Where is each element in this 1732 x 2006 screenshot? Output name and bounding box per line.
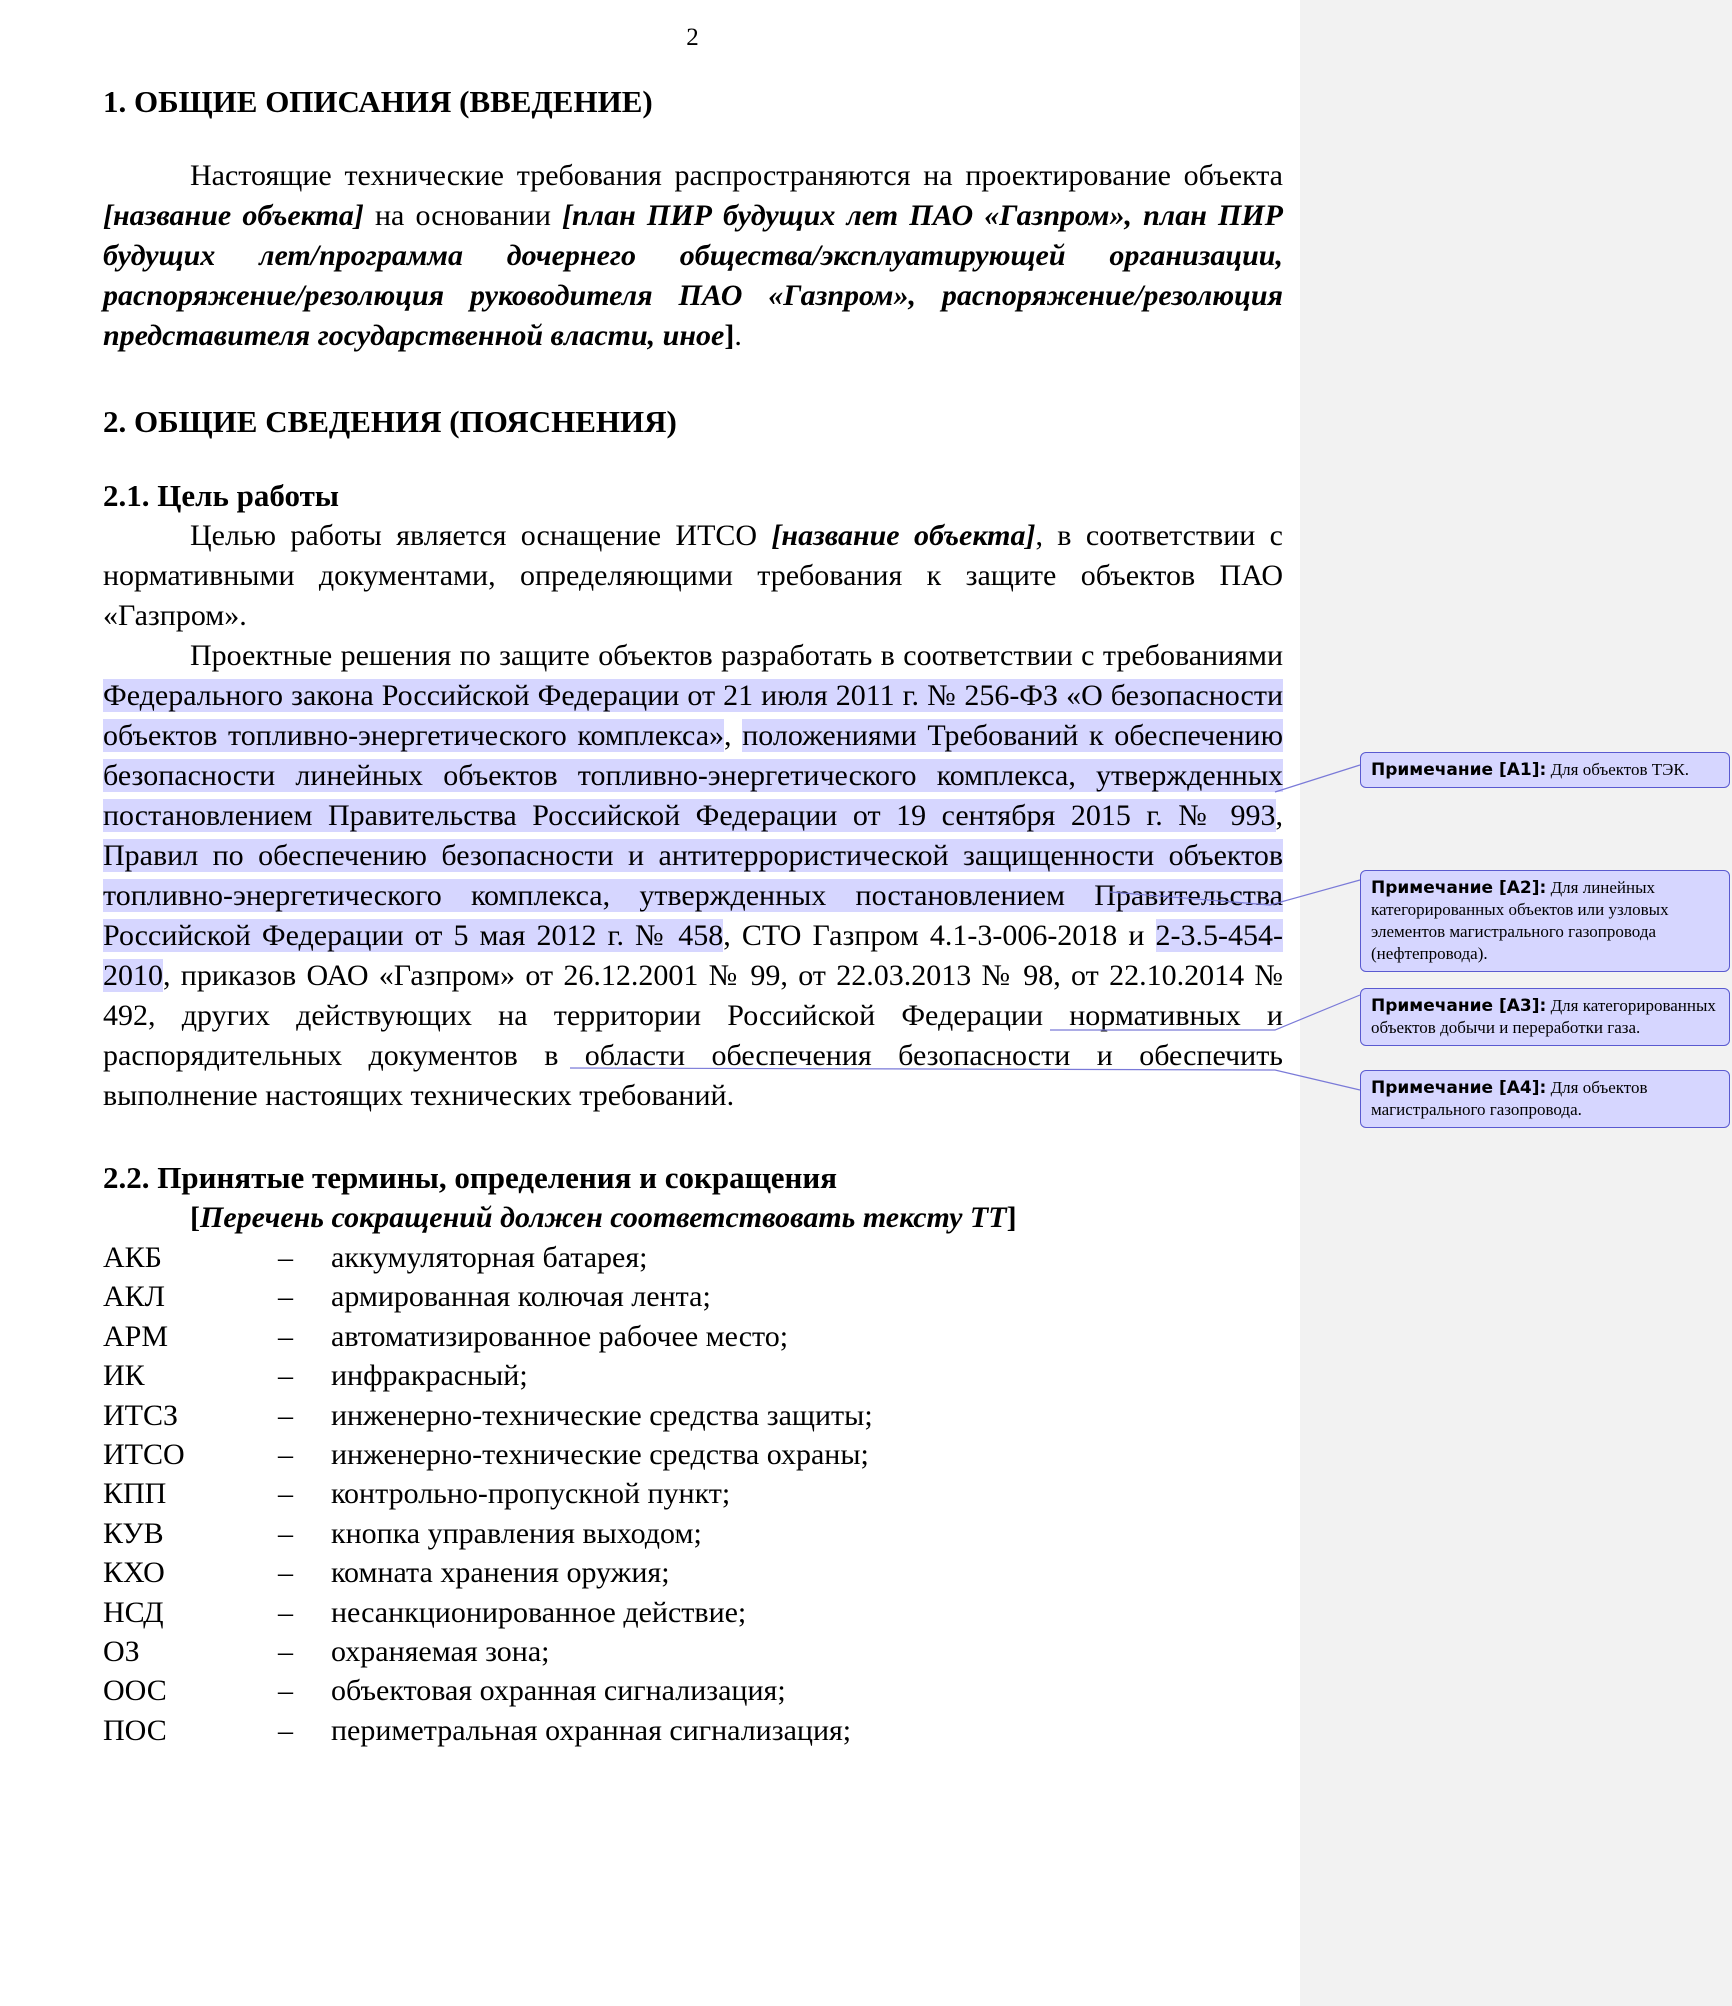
abbreviation-dash: – xyxy=(278,1556,293,1590)
comment-a4[interactable]: Примечание [A4]: Для объектов магистрального газопровода. xyxy=(1360,1070,1730,1128)
placeholder-basis: [план ПИР будущих лет ПАО «Газпром», план ПИР будущих лет/программа дочернего общества/эксплуатирующей организации, распоряжение/резолюция руководителя ПАО «Газпром», распоряжение/резолюция представителя государственной власти, иное xyxy=(103,199,1283,352)
abbreviation-row xyxy=(103,1356,1283,1395)
abbreviation-definition: аккумуляторная батарея; xyxy=(331,1241,648,1274)
abbreviation-row xyxy=(103,1671,1283,1710)
comment-a3[interactable]: Примечание [A3]: Для категорированных объектов добычи и переработки газа. xyxy=(1360,988,1730,1046)
abbreviation-row xyxy=(103,1317,1283,1356)
abbreviation-definition: автоматизированное рабочее место; xyxy=(331,1319,789,1353)
abbreviation-dash: – xyxy=(278,1437,293,1471)
section-1-heading: 1. ОБЩИЕ ОПИСАНИЯ (ВВЕДЕНИЕ) xyxy=(103,84,653,119)
section-2-1-paragraph-1: Целью работы является оснащение ИТСО [название объекта], в соответствии с нормативными документами, определяющими требования к защите объектов ПАО «Газпром». xyxy=(103,519,1283,632)
abbreviation-row xyxy=(103,1632,1283,1671)
abbreviation-code: АРМ xyxy=(103,1319,169,1353)
section-2-2-heading: 2.2. Принятые термины, определения и сокращения xyxy=(103,1160,838,1195)
abbreviation-row xyxy=(103,1435,1283,1474)
abbreviation-row xyxy=(103,1514,1283,1553)
abbreviation-code: КПП xyxy=(103,1477,167,1511)
placeholder-object-name-2: [название объекта] xyxy=(771,519,1036,552)
abbreviation-code: ПОС xyxy=(103,1713,167,1747)
abbreviation-dash: – xyxy=(278,1398,293,1432)
page-number: 2 xyxy=(686,24,699,51)
abbreviation-code: ИК xyxy=(103,1359,145,1393)
abbreviation-row xyxy=(103,1238,1283,1277)
abbreviation-dash: – xyxy=(278,1674,293,1708)
abbreviations-note: [Перечень сокращений должен соответствовать тексту ТТ] xyxy=(190,1201,1017,1234)
abbreviation-dash: – xyxy=(278,1280,293,1314)
abbreviation-definition: периметральная охранная сигнализация; xyxy=(331,1713,852,1747)
abbreviation-row xyxy=(103,1593,1283,1632)
section-2-1-heading: 2.1. Цель работы xyxy=(103,478,340,513)
abbreviation-dash: – xyxy=(278,1516,293,1550)
abbreviation-definition: инженерно-технические средства охраны; xyxy=(331,1437,869,1471)
section-1-paragraph: Настоящие технические требования распространяются на проектирование объекта [название объекта] на основании [план ПИР будущих лет ПАО «Газпром», план ПИР будущих лет/программа дочернего общества/эксплуатирующей организации, распоряжение/резолюция руководителя ПАО «Газпром», распоряжение/резолюция представителя государственной власти, иное]. xyxy=(103,159,1283,352)
abbreviation-code: ИТСО xyxy=(103,1437,185,1471)
abbreviation-code: АКЛ xyxy=(103,1280,166,1314)
commented-text-a1[interactable]: Федерального закона Российской Федерации от 21 июля 2011 г. № 256-ФЗ «О безопасности объектов топливно-энергетического комплекса» xyxy=(103,679,1283,752)
section-2-1-paragraph-2: Проектные решения по защите объектов разработать в соответствии с требованиями Федерального закона Российской Федерации от 21 июля 2011 г. № 256-ФЗ «О безопасности объектов топливно-энергетического комплекса», положениями Требований к обеспечению безопасности линейных объектов топливно-энергетического комплекса, утвержденных постановлением Правительства Российской Федерации от 19 сентября 2015 г. № 993, Правил по обеспечению безопасности и антитеррористической защищенности объектов топливно-энергетического комплекса, утвержденных постановлением Правительства Российской Федерации от 5 мая 2012 г. № 458, СТО Газпром 4.1-3-006-2018 и 2-3.5-454-2010, приказов ОАО «Газпром» от 26.12.2001 № 99, от 22.03.2013 № 98, от 22.10.2014 № 492, других действующих на территории Российской Федерации нормативных и распорядительных документов в области обеспечения безопасности и обеспечить выполнение настоящих технических требований. xyxy=(103,639,1283,1112)
abbreviation-dash: – xyxy=(278,1713,293,1747)
abbreviation-dash: – xyxy=(278,1634,293,1668)
placeholder-object-name: [название объекта] xyxy=(103,199,364,232)
abbreviation-definition: объектовая охранная сигнализация; xyxy=(331,1674,786,1708)
abbreviations-list xyxy=(103,1238,1283,1750)
comment-a2[interactable]: Примечание [A2]: Для линейных категорированных объектов или узловых элементов магистрального газопровода (нефтепровода). xyxy=(1360,870,1730,972)
comment-a1[interactable]: Примечание [A1]: Для объектов ТЭК. xyxy=(1360,752,1730,788)
abbreviation-definition: комната хранения оружия; xyxy=(331,1556,670,1590)
abbreviation-code: АКБ xyxy=(103,1241,162,1274)
abbreviation-row xyxy=(103,1474,1283,1513)
abbreviation-row xyxy=(103,1277,1283,1316)
commented-text-a4[interactable]: 2-3.5-454-2010 xyxy=(103,919,1283,992)
abbreviation-definition: охраняемая зона; xyxy=(331,1634,550,1668)
abbreviation-dash: – xyxy=(278,1241,293,1274)
abbreviation-definition: несанкционированное действие; xyxy=(331,1595,747,1629)
section-2-heading: 2. ОБЩИЕ СВЕДЕНИЯ (ПОЯСНЕНИЯ) xyxy=(103,404,677,439)
abbreviation-definition: контрольно-пропускной пункт; xyxy=(331,1477,731,1511)
abbreviation-dash: – xyxy=(278,1595,293,1629)
abbreviation-definition: инфракрасный; xyxy=(331,1359,528,1393)
abbreviation-definition: армированная колючая лента; xyxy=(331,1280,711,1314)
commented-text-a3[interactable]: Правил по обеспечению безопасности и антитеррористической защищенности объектов топливно-энергетического комплекса, утвержденных постановлением Правительства Российской Федерации от 5 мая 2012 г. № 458 xyxy=(103,839,1283,952)
abbreviation-row xyxy=(103,1396,1283,1435)
abbreviation-code: ООС xyxy=(103,1674,167,1708)
abbreviation-dash: – xyxy=(278,1477,293,1511)
abbreviation-code: КУВ xyxy=(103,1516,164,1550)
document-body[interactable] xyxy=(103,78,1283,1750)
abbreviation-code: ОЗ xyxy=(103,1634,140,1668)
abbreviation-code: НСД xyxy=(103,1595,164,1629)
abbreviation-definition: кнопка управления выходом; xyxy=(331,1516,702,1550)
commented-text-a2[interactable]: положениями Требований к обеспечению безопасности линейных объектов топливно-энергетического комплекса, утвержденных постановлением Правительства Российской Федерации от 19 сентября 2015 г. № 993 xyxy=(103,719,1283,832)
abbreviation-dash: – xyxy=(278,1319,293,1353)
abbreviation-code: ИТСЗ xyxy=(103,1398,179,1432)
abbreviation-definition: инженерно-технические средства защиты; xyxy=(331,1398,873,1432)
abbreviation-row xyxy=(103,1553,1283,1592)
abbreviation-code: КХО xyxy=(103,1556,165,1590)
abbreviation-row xyxy=(103,1711,1283,1750)
abbreviation-dash: – xyxy=(278,1359,293,1393)
